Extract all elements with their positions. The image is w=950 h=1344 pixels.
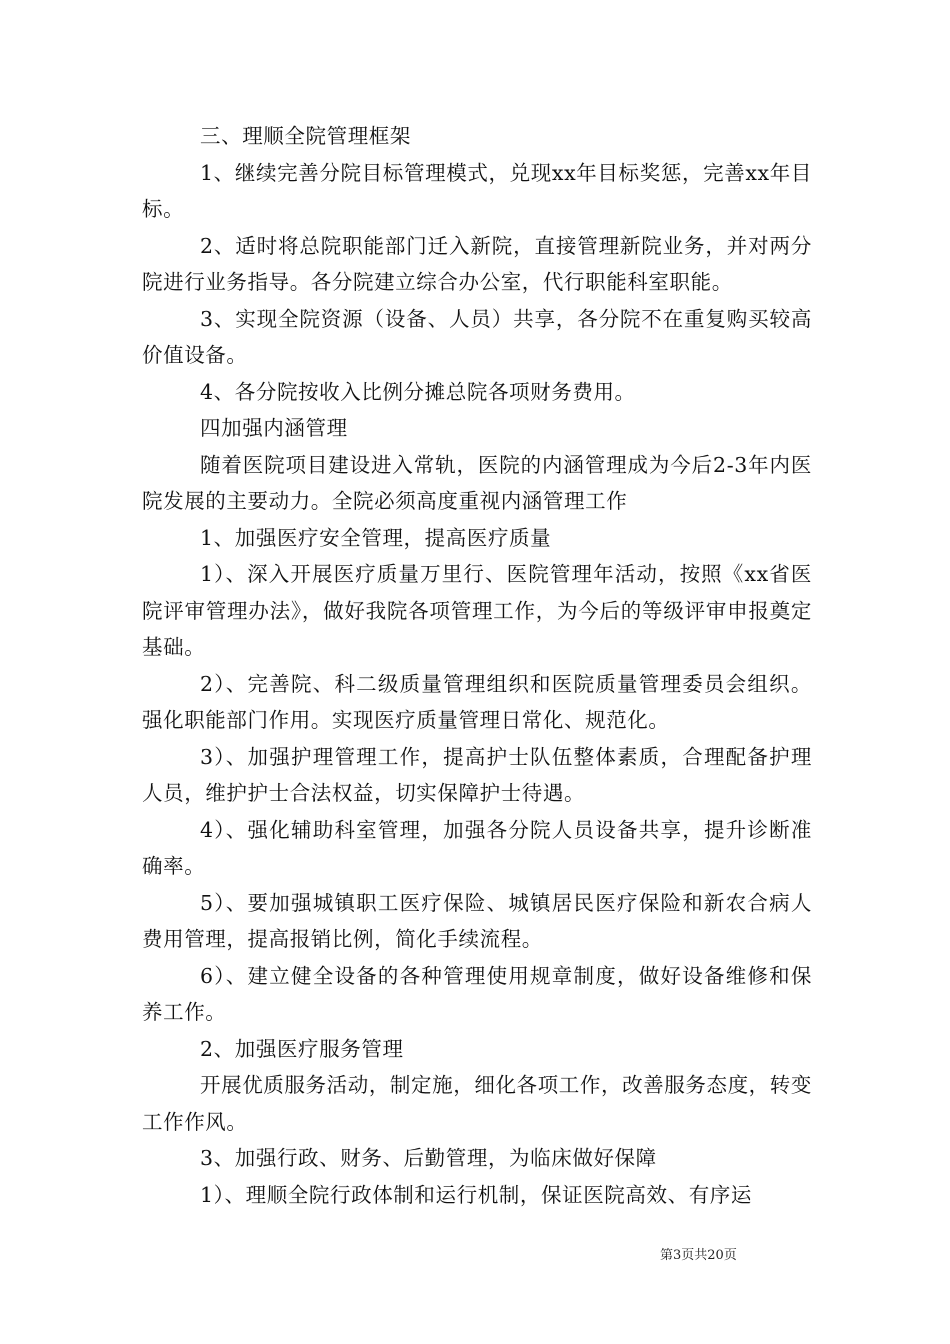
- paragraph: 3、实现全院资源（设备、人员）共享，各分院不在重复购买较高价值设备。: [142, 306, 812, 367]
- paragraph: 1、继续完善分院目标管理模式，兑现xx年目标奖惩，完善xx年目标。: [142, 160, 812, 221]
- subheading: 3、加强行政、财务、后勤管理，为临床做好保障: [200, 1146, 657, 1170]
- section-heading-3: 三、理顺全院管理框架: [200, 124, 411, 148]
- paragraph: 6）、建立健全设备的各种管理使用规章制度，做好设备维修和保养工作。: [142, 963, 812, 1024]
- subheading: 2、加强医疗服务管理: [200, 1036, 404, 1061]
- paragraph: 2、适时将总院职能部门迁入新院，直接管理新院业务，并对两分院进行业务指导。各分院建立综合办公室，代行职能科室职能。: [142, 233, 812, 294]
- paragraph: 4）、强化辅助科室管理，加强各分院人员设备共享，提升诊断准确率。: [142, 817, 812, 878]
- paragraph: 随着医院项目建设进入常轨，医院的内涵管理成为今后2-3年内医院发展的主要动力。全院必须高度重视内涵管理工作: [142, 452, 812, 513]
- paragraph: 3）、加强护理管理工作，提高护士队伍整体素质，合理配备护理人员，维护护士合法权益，切实保障护士待遇。: [142, 744, 812, 805]
- section-heading-4: 四加强内涵管理: [200, 416, 348, 440]
- subheading: 1、加强医疗安全管理，提高医疗质量: [200, 525, 552, 550]
- paragraph: 1）、理顺全院行政体制和运行机制，保证医院高效、有序运: [200, 1182, 752, 1207]
- paragraph: 5）、要加强城镇职工医疗保险、城镇居民医疗保险和新农合病人费用管理，提高报销比例，简化手续流程。: [142, 890, 812, 951]
- document-body: [142, 118, 812, 1213]
- paragraph: 4、各分院按收入比例分摊总院各项财务费用。: [200, 379, 636, 404]
- paragraph: 1）、深入开展医疗质量万里行、医院管理年活动，按照《xx省医院评审管理办法》，做好我院各项管理工作，为今后的等级评审申报奠定基础。: [142, 562, 812, 659]
- page-number-footer: 第3页共20页: [660, 1248, 737, 1263]
- paragraph: 开展优质服务活动，制定施，细化各项工作，改善服务态度，转变工作作风。: [142, 1073, 812, 1134]
- paragraph: 2）、完善院、科二级质量管理组织和医院质量管理委员会组织。强化职能部门作用。实现医疗质量管理日常化、规范化。: [142, 671, 812, 732]
